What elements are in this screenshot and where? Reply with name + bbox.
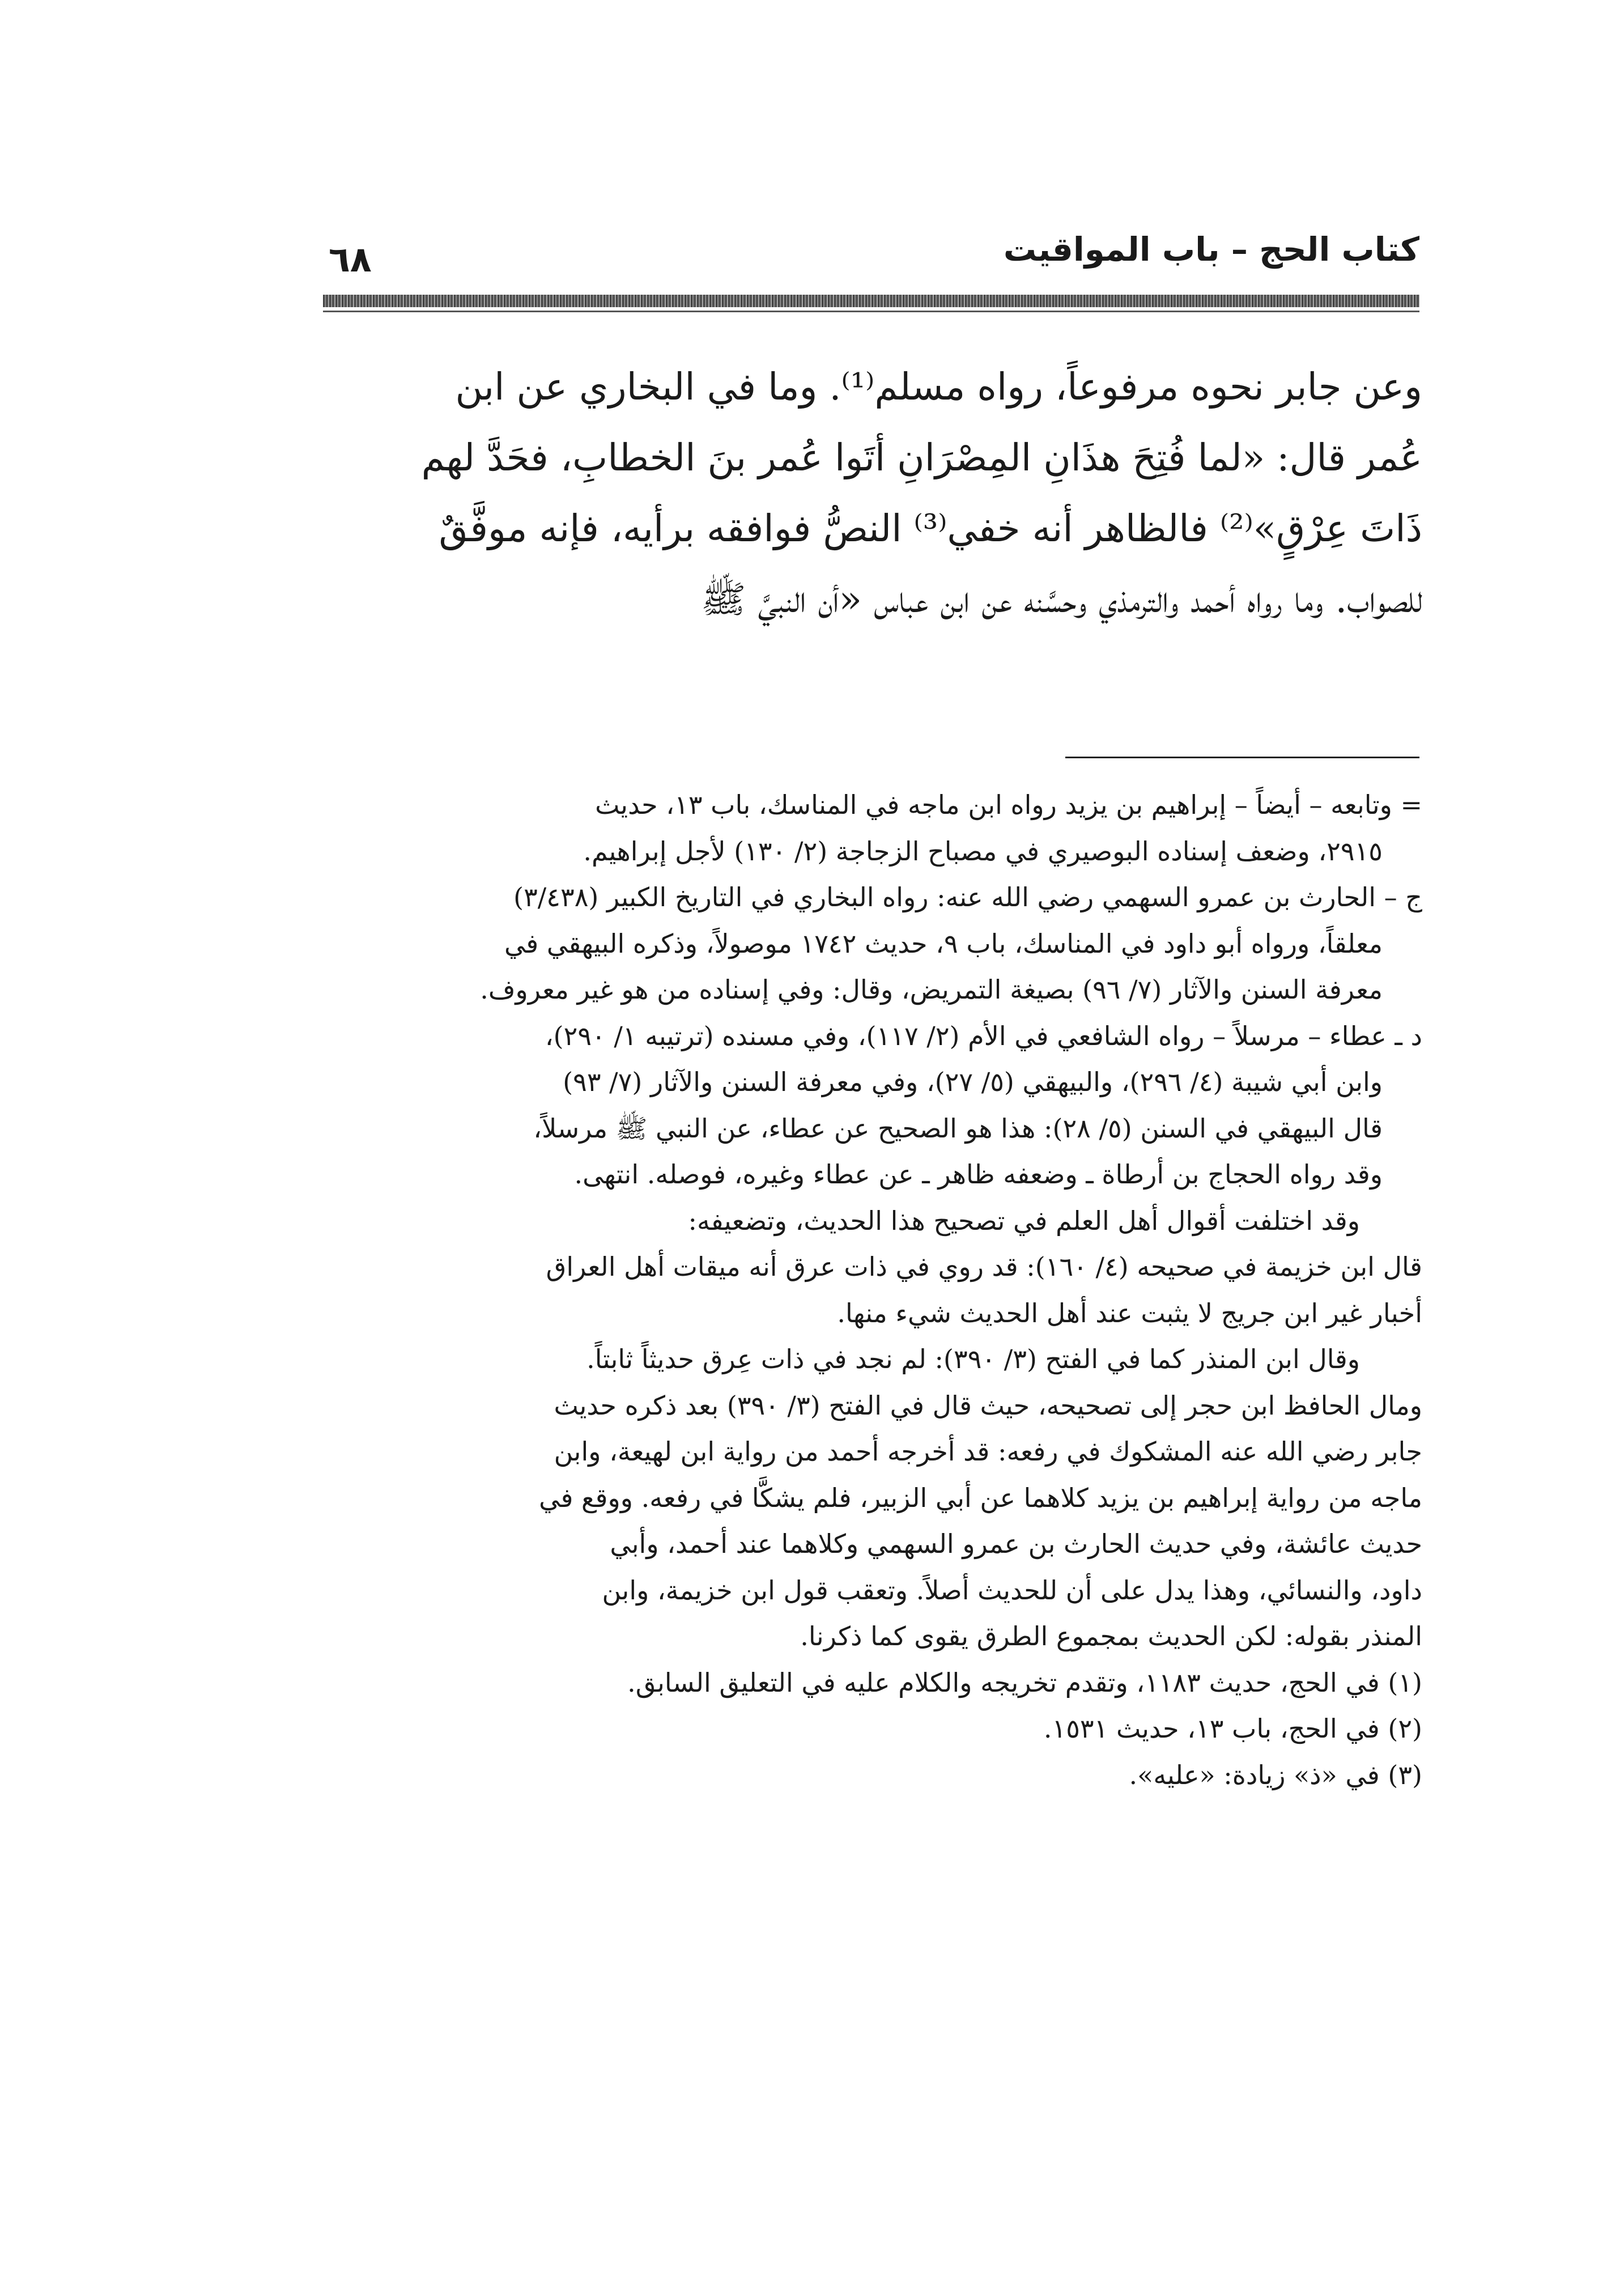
- header-rule-thin: [323, 311, 1419, 312]
- footnote-line: ومال الحافظ ابن حجر إلى تصحيحه، حيث قال في الفتح (٣/ ٣٩٠) بعد ذكره حديث: [554, 1390, 1422, 1421]
- main-line: للصواب. وما رواه أحمد والترمذي وحسَّنه عن ابن عباس «أن النبيَّ ﷺ: [700, 578, 1422, 621]
- main-text: [320, 351, 1422, 635]
- main-line: عُمر قال: «لما فُتِحَ هذَانِ المِصْرَانِ أتَوا عُمر بنَ الخطابِ، فحَدَّ لهم: [421, 436, 1422, 479]
- footnote-line: قال البيهقي في السنن (٥/ ٢٨): هذا هو الصحيح عن عطاء، عن النبي ﷺ مرسلاً،: [533, 1112, 1383, 1144]
- header-rule: [323, 295, 1419, 307]
- footnote-line: وقال ابن المنذر كما في الفتح (٣/ ٣٩٠): لم نجد في ذات عِرق حديثاً ثابتاً.: [586, 1344, 1360, 1374]
- footnote-line: معرفة السنن والآثار (٧/ ٩٦) بصيغة التمريض، وقال: وفي إسناده من هو غير معروف.: [480, 974, 1383, 1005]
- footnote-line: جابر رضي الله عنه المشكوك في رفعه: قد أخرجه أحمد من رواية ابن لهيعة، وابن: [554, 1436, 1422, 1467]
- main-line: وعن جابر نحوه مرفوعاً، رواه مسلم⁽¹⁾. وما في البخاري عن ابن: [455, 365, 1422, 409]
- footnote-line: ماجه من رواية إبراهيم بن يزيد كلاهما عن أبي الزبير، فلم يشكَّا في رفعه. ووقع في: [539, 1482, 1422, 1513]
- page-number: ٦٨: [329, 239, 372, 280]
- footnote-line: قال ابن خزيمة في صحيحه (٤/ ١٦٠): قد روي في ذات عرق أنه ميقات أهل العراق: [546, 1251, 1422, 1282]
- footnote-line: د ـ عطاء – مرسلاً – رواه الشافعي في الأم (٢/ ١١٧)، وفي مسنده (ترتيبه ١/ ٢٩٠)،: [545, 1020, 1422, 1051]
- footnotes: [320, 782, 1422, 1798]
- footnote-line: = وتابعه – أيضاً – إبراهيم بن يزيد رواه ابن ماجه في المناسك، باب ١٣، حديث: [595, 789, 1422, 820]
- page-header: [323, 224, 1419, 286]
- footnote-line: (٣) في «ذ» زيادة: «عليه».: [1129, 1759, 1422, 1790]
- running-title: كتاب الحج – باب المواقيت: [1003, 230, 1419, 269]
- main-line: ذَاتَ عِرْقٍ»⁽²⁾ فالظاهر أنه خفي⁽³⁾ النصُّ فوافقه برأيه، فإنه موفَّقٌ: [439, 507, 1422, 550]
- footnote-line: ٢٩١٥، وضعف إسناده البوصيري في مصباح الزجاجة (٢/ ١٣٠) لأجل إبراهيم.: [583, 835, 1383, 867]
- footnote-line: (١) في الحج، حديث ١١٨٣، وتقدم تخريجه والكلام عليه في التعليق السابق.: [627, 1667, 1422, 1698]
- footnote-line: وقد اختلفت أقوال أهل العلم في تصحيح هذا الحديث، وتضعيفه:: [688, 1205, 1360, 1236]
- footnote-line: (٢) في الحج، باب ١٣، حديث ١٥٣١.: [1043, 1713, 1422, 1744]
- footnote-line: المنذر بقوله: لكن الحديث بمجموع الطرق يقوى كما ذكرنا.: [800, 1621, 1422, 1651]
- footnote-line: وابن أبي شيبة (٤/ ٢٩٦)، والبيهقي (٥/ ٢٧)، وفي معرفة السنن والآثار (٧/ ٩٣): [563, 1067, 1383, 1097]
- footnote-line: داود، والنسائي، وهذا يدل على أن للحديث أصلاً. وتعقب قول ابن خزيمة، وابن: [602, 1574, 1422, 1606]
- footnote-separator: [1065, 757, 1419, 758]
- footnote-line: أخبار غير ابن جريج لا يثبت عند أهل الحديث شيء منها.: [837, 1297, 1422, 1328]
- footnote-line: معلقاً، ورواه أبو داود في المناسك، باب ٩، حديث ١٧٤٢ موصولاً، وذكره البيهقي في: [504, 928, 1383, 959]
- footnote-line: وقد رواه الحجاج بن أرطاة ـ وضعفه ظاهر ـ عن عطاء وغيره، فوصله. انتهى.: [574, 1159, 1383, 1190]
- footnote-line: ج – الحارث بن عمرو السهمي رضي الله عنه: رواه البخاري في التاريخ الكبير (٣/٤٣٨): [513, 882, 1422, 912]
- footnote-line: حديث عائشة، وفي حديث الحارث بن عمرو السهمي وكلاهما عند أحمد، وأبي: [610, 1528, 1422, 1559]
